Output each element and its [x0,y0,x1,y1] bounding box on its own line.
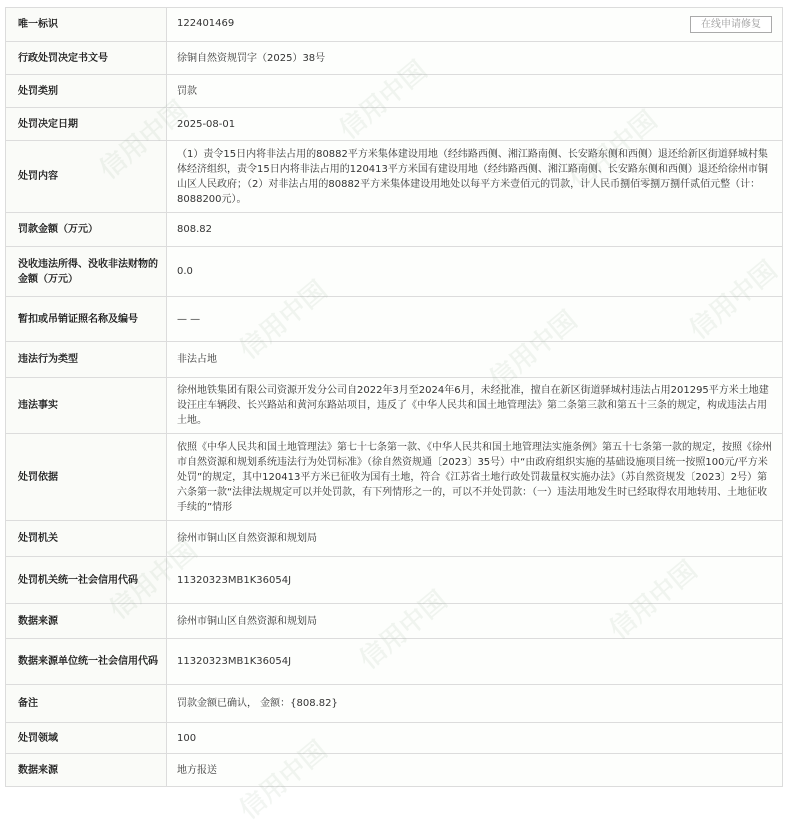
authority-credit-code-label: 处罚机关统一社会信用代码 [6,557,167,604]
penalty-basis-value [167,434,783,521]
license-suspension-label: 暂扣或吊销证照名称及编号 [6,297,167,342]
source-credit-code-label: 数据来源单位统一社会信用代码 [6,639,167,685]
authority-credit-code-text: 11320323MB1K36054J [177,574,292,586]
penalty-content-label: 处罚内容 [6,141,167,213]
penalty-basis-text: 依照《中华人民共和国土地管理法》第七十七条第一款、《中华人民共和国土地管理法实施条例》第五十七条第一款的规定，按照《徐州市自然资源和规划系统违法行为处罚标准》（徐自然资规通〔2023〕35号）中“由政府组织实施的基础设施项目统一按照100元/平方米处罚”的规定，其中120413平方米已征收为国有土地，符合《江苏省土地行政处罚裁量权实施办法》（苏自然资规发〔2023〕2号）第六条第一款“法律法规规定可以并处罚款，有下列情形之一的，可以不并处罚款：（一）违法用地发生时已经取得农用地转用、土地征收手续的”情形 [177,441,772,513]
penalty-authority-label: 处罚机关 [6,521,167,557]
row-source-credit-code [6,639,783,685]
row-violation-facts [6,378,783,434]
confiscation-amount-text: 0.0 [177,266,193,277]
remarks-text: 罚款金额已确认， 金额：{808.82} [177,698,338,709]
source-credit-code-text: 11320323MB1K36054J [177,656,292,667]
data-source-2-value [167,754,783,787]
row-penalty-domain [6,723,783,754]
violation-facts-label: 违法事实 [6,378,167,434]
authority-credit-code-value [167,557,783,604]
penalty-content-text: （1）责令15日内将非法占用的80882平方米集体建设用地（经纬路西侧、湘江路南侧、长安路东侧和西侧）退还给新区街道驿城村集体经济组织，责令15日内将非法占用的120413平方米国有建设用地（经纬路西侧、湘江路南侧、长安路东侧和西侧）退还给徐州市铜山区人民政府；（2）对非法占用的80882平方米集体建设用地处以每平方米壹佰元的罚款，计人民币捌佰零捌万捌仟贰佰元整（计：8088200元）。 [177,148,768,205]
penalty-domain-value [167,723,783,754]
row-decision-number [6,42,783,75]
penalty-detail-table [5,7,783,787]
penalty-content-value [167,141,783,213]
row-penalty-category [6,75,783,108]
data-source-2-text: 地方报送 [177,764,217,776]
penalty-domain-text: 100 [177,732,197,744]
decision-date-value [167,108,783,141]
confiscation-amount-value [167,247,783,297]
row-unique-id [6,8,783,42]
row-remarks [6,685,783,723]
violation-facts-value [167,378,783,434]
decision-date-label: 处罚决定日期 [6,108,167,141]
unique-id-label: 唯一标识 [6,8,167,42]
fine-amount-value [167,213,783,247]
penalty-category-label: 处罚类别 [6,75,167,108]
data-source-label: 数据来源 [6,604,167,639]
row-data-source [6,604,783,639]
unique-id-value [167,8,783,42]
row-penalty-basis [6,434,783,521]
decision-date-text: 2025-08-01 [177,118,236,130]
fine-amount-label: 罚款金额（万元） [6,213,167,247]
data-source-value [167,604,783,639]
confiscation-amount-label: 没收违法所得、没收非法财物的金额（万元） [6,247,167,297]
fine-amount-text: 808.82 [177,224,212,235]
row-violation-type [6,342,783,378]
source-credit-code-value [167,639,783,685]
violation-type-value [167,342,783,378]
remarks-value [167,685,783,723]
row-decision-date [6,108,783,141]
violation-type-label: 违法行为类型 [6,342,167,378]
violation-type-text: 非法占地 [177,354,217,365]
violation-facts-text: 徐州地铁集团有限公司资源开发分公司自2022年3月至2024年6月，未经批准，擅自在新区街道驿城村违法占用201295平方米土地建设汪庄车辆段、长兴路站和黄河东路站项目，违反了《中华人民共和国土地管理法》第二条第三款和第五十三条的规定，构成违法占用土地。 [177,385,769,426]
data-source-text: 徐州市铜山区自然资源和规划局 [177,615,317,627]
decision-number-value [167,42,783,75]
penalty-category-text: 罚款 [177,85,197,97]
row-data-source-2 [6,754,783,787]
row-authority-credit-code [6,557,783,604]
row-penalty-content [6,141,783,213]
row-penalty-authority [6,521,783,557]
decision-number-text: 徐铜自然资规罚字（2025）38号 [177,52,326,64]
decision-number-label: 行政处罚决定书文号 [6,42,167,75]
data-source-2-label: 数据来源 [6,754,167,787]
license-suspension-text: — — [177,313,201,325]
row-fine-amount [6,213,783,247]
penalty-authority-value [167,521,783,557]
penalty-category-value [167,75,783,108]
license-suspension-value [167,297,783,342]
penalty-authority-text: 徐州市铜山区自然资源和规划局 [177,533,317,544]
penalty-basis-label: 处罚依据 [6,434,167,521]
penalty-domain-label: 处罚领域 [6,723,167,754]
remarks-label: 备注 [6,685,167,723]
online-repair-button[interactable]: 在线申请修复 [690,16,772,33]
unique-id-text: 122401469 [177,18,235,29]
row-confiscation-amount [6,247,783,297]
row-license-suspension [6,297,783,342]
